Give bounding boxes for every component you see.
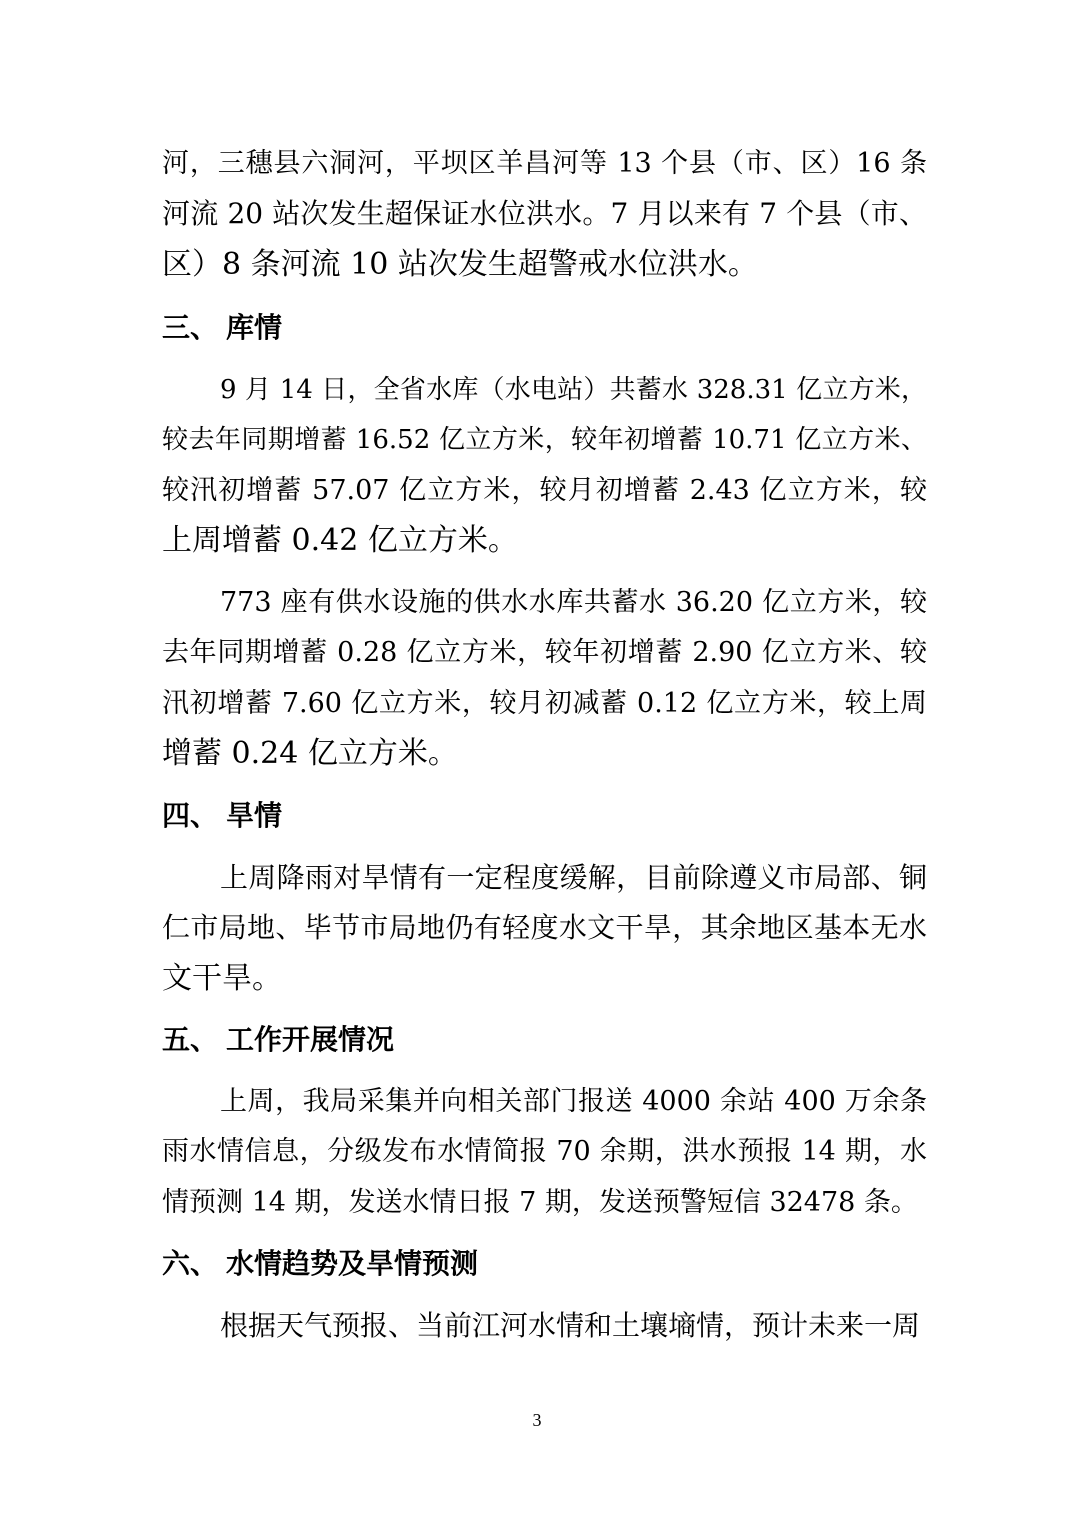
section-number: 六、: [162, 1247, 219, 1280]
section-heading-drought: [162, 796, 282, 836]
body-line: 较去年同期增蓄 16.52 亿立方米，较年初增蓄 10.71 亿立方米、: [162, 425, 927, 455]
body-line: 河，三穗县六洞河，平坝区羊昌河等 13 个县（市、区）16 条: [162, 148, 927, 179]
body-line: 仁市局地、毕节市局地仍有轻度水文干旱，其余地区基本无水: [162, 911, 927, 944]
section-title: 工作开展情况: [226, 1023, 395, 1056]
body-line: 情预测 14 期，发送水情日报 7 期，发送预警短信 32478 条。: [162, 1187, 918, 1218]
page-number: 3: [532, 1410, 542, 1430]
body-line: 汛初增蓄 7.60 亿立方米，较月初减蓄 0.12 亿立方米，较上周: [162, 688, 927, 719]
body-line: 较汛初增蓄 57.07 亿立方米，较月初增蓄 2.43 亿立方米，较: [162, 475, 927, 506]
body-line: 文干旱。: [162, 961, 282, 996]
body-line: 增蓄 0.24 亿立方米。: [162, 736, 458, 771]
section-title: 旱情: [226, 799, 283, 832]
body-line: 雨水情信息，分级发布水情简报 70 余期，洪水预报 14 期，水: [162, 1136, 927, 1167]
section-number: 五、: [162, 1023, 219, 1056]
section-title: 库情: [226, 311, 283, 344]
body-line: 上周增蓄 0.42 亿立方米。: [162, 523, 518, 558]
section-heading-work: [162, 1020, 394, 1060]
body-line: 根据天气预报、当前江河水情和土壤墒情，预计未来一周: [220, 1309, 921, 1342]
body-line: 773 座有供水设施的供水水库共蓄水 36.20 亿立方米，较: [220, 587, 927, 618]
section-number: 三、: [162, 311, 219, 344]
body-line: 去年同期增蓄 0.28 亿立方米，较年初增蓄 2.90 亿立方米、较: [162, 637, 927, 668]
body-line: 上周降雨对旱情有一定程度缓解，目前除遵义市局部、铜: [220, 861, 927, 894]
body-line: 河流 20 站次发生超保证水位洪水。7 月以来有 7 个县（市、: [162, 197, 927, 230]
section-heading-reservoir: [162, 308, 282, 348]
body-line: 9 月 14 日，全省水库（水电站）共蓄水 328.31 亿立方米，: [220, 375, 927, 405]
section-number: 四、: [162, 799, 219, 832]
section-title: 水情趋势及旱情预测: [226, 1247, 479, 1280]
section-heading-forecast: [162, 1244, 478, 1284]
body-line: 上周，我局采集并向相关部门报送 4000 余站 400 万余条: [220, 1086, 927, 1117]
body-line: 区）8 条河流 10 站次发生超警戒水位洪水。: [162, 247, 758, 282]
